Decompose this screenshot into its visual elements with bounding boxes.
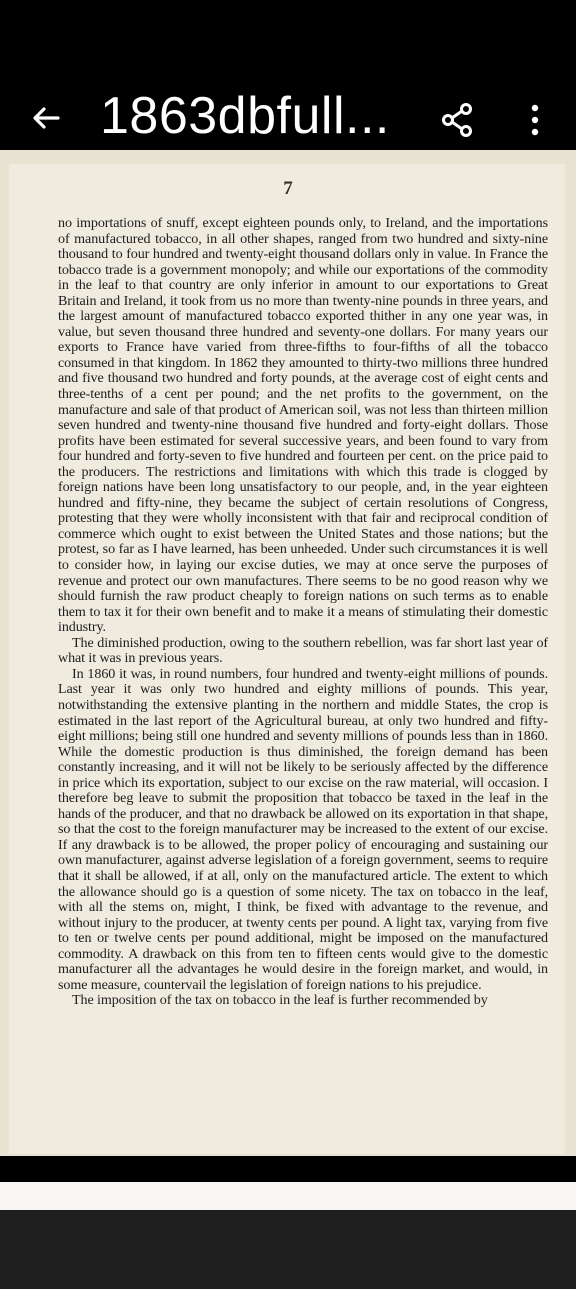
page-number: 7 (283, 178, 293, 199)
app-bar (0, 0, 576, 150)
paragraph: The diminished production, owing to the southern rebellion, was far short last year of what it was in previous years. (58, 634, 548, 667)
page-body (58, 216, 548, 1009)
bottom-bar (0, 1210, 576, 1289)
more-options-button[interactable] (520, 100, 550, 140)
paragraph: In 1860 it was, in round numbers, four hundred and twenty-eight millions of pounds. Last year it was only two hundred and eighty millions of pounds. This year, notwithstanding the extensive planting in the northern and middle States, the crop is estimated in the last report of the Agricultural bureau, at only two hundred and fifty-eight millions; being still one hundred and seventy millions of pounds less than in 1860. While the domestic production is thus diminished, the foreign demand has been constantly increasing, and it will not be likely to be seriously affected by the difference in price which its exportation, subject to our excise on the raw material, will occasion. I therefore beg leave to submit the proposition that tobacco be taxed in the leaf in the hands of the producer, and that no drawback be allowed on its exportation in that shape, so that the cost to the foreign manufacturer may be increased to the extent of our excise. If any drawback is to be allowed, the proper policy of encouraging and sustaining our own manufacturer, against adverse legislation of a foreign government, seems to require that it shall be allowed, if at all, only on the manufactured article. The extent to which the allowance should go is a question of some nicety. The tax on tobacco in the leaf, with all the stems on, might, I think, be fixed with advantage to the revenue, and without injury to the producer, at twenty cents per pound. A light tax, varying from five to ten or twelve cents per pound additional, might be imposed on the manufactured commodity. A drawback on this from ten to fifteen cents would give to the domestic manufacturer all the advantages he would desire in the foreign market, and would, in some measure, countervail the legislation of foreign nations to his prejudice. (58, 665, 548, 993)
page-gap (0, 1156, 576, 1182)
document-page[interactable] (0, 150, 576, 1156)
paragraph: no importations of snuff, except eighteen pounds only, to Ireland, and the importations of manufactured tobacco, in all other shapes, ranged from two hundred and sixty-nine thousand to four hundred and twenty-eight thousand dollars only in value. In France the tobacco trade is a government monopoly; and while our exportations of the commodity in the leaf to that country are only inferior in amount to our exportations to Great Britain and Ireland, it took from us no more than twenty-nine pounds in three years, and the largest amount of manufactured tobacco exported thither in any one year was, in value, but seven thousand three hundred and seventy-one dollars. For many years our exports to France have varied from three-fifths to four-fifths of all the tobacco consumed in that kingdom. In 1862 they amounted to thirty-two millions three hundred and five thousand two hundred and forty pounds, at the average cost of eight cents and three-tenths of a cent per pound; and the net profits to the government, on the manufacture and sale of that product of American soil, was not less than thirteen million seven hundred and twenty-nine thousand five hundred and forty-eight dollars. Those profits have been estimated for several successive years, and been found to vary from four hundred and forty-seven to five hundred and fourteen per cent. on the price paid to the producers. The restrictions and limitations with which this trade is clogged by foreign nations have been long unsatisfactory to our people, and, in the year eighteen hundred and fifty-nine, they became the subject of certain resolutions of Congress, protesting that they were wholly inconsistent with that fair and reciprocal condition of commerce which ought to exist between the United States and those nations; but the protest, so far as I have learned, has been unheeded. Under such circumstances it is well to consider how, in laying our excise duties, we may at once serve the purposes of revenue and protect our own manufactures. There seems to be no good reason why we should furnish the raw product cheaply to foreign nations on such terms as to enable them to tax it for their own benefit and to make it a means of stimulating their domestic industry. (58, 215, 548, 636)
share-icon (438, 100, 478, 140)
next-page-edge[interactable] (0, 1182, 576, 1210)
arrow-left-icon (26, 98, 66, 138)
back-button[interactable] (26, 98, 66, 138)
document-title: 1863dbfull... (100, 87, 390, 145)
more-vertical-icon (520, 100, 550, 140)
paragraph: The imposition of the tax on tobacco in the leaf is further recommended by (72, 992, 488, 1009)
share-button[interactable] (438, 100, 478, 140)
